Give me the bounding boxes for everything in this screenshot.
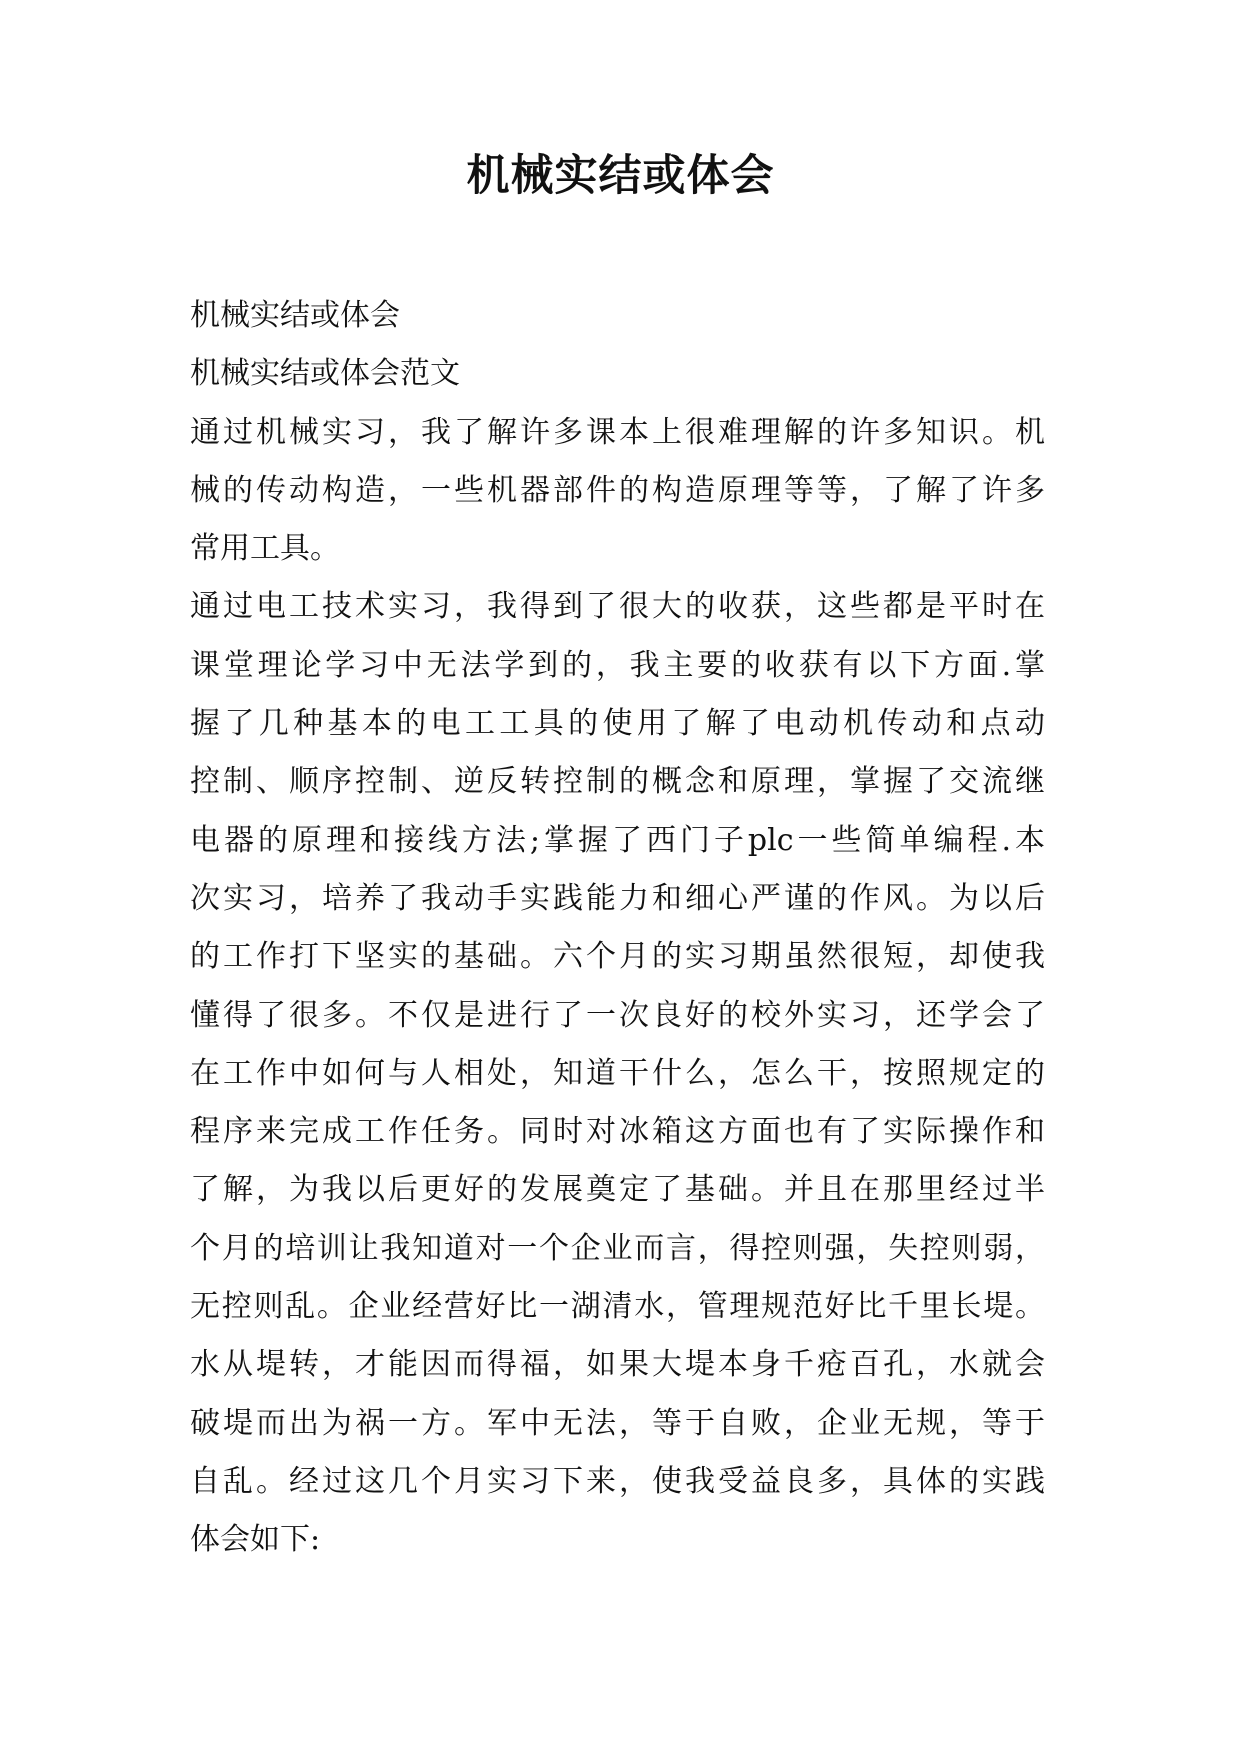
- subheading-line: 机械实结或体会范文: [190, 356, 460, 392]
- body-line: 破堤而出为祸一方。军中无法，等于自败，企业无规，等于: [190, 1405, 1045, 1441]
- document-title: 机械实结或体会: [466, 151, 775, 201]
- subheading-line: 机械实结或体会: [190, 298, 400, 333]
- body-line: 自乱。经过这几个月实习下来，使我受益良多，具体的实践: [190, 1463, 1045, 1499]
- body-line: 个月的培训让我知道对一个企业而言，得控则强，失控则弱，: [190, 1230, 1045, 1266]
- body-line: 的工作打下坚实的基础。六个月的实习期虽然很短，却使我: [190, 939, 1045, 975]
- body-line: 通过电工技术实习，我得到了很大的收获，这些都是平时在: [190, 589, 1045, 625]
- body-line: 电器的原理和接线方法;掌握了西门子plc一些简单编程.本: [190, 822, 1045, 858]
- body-line: 次实习，培养了我动手实践能力和细心严谨的作风。为以后: [190, 880, 1045, 916]
- body-line: 水从堤转，才能因而得福，如果大堤本身千疮百孔，水就会: [190, 1347, 1045, 1383]
- body-line: 在工作中如何与人相处，知道干什么，怎么干，按照规定的: [190, 1055, 1045, 1091]
- body-line: 了解，为我以后更好的发展奠定了基础。并且在那里经过半: [190, 1172, 1045, 1208]
- body-line: 械的传动构造，一些机器部件的构造原理等等，了解了许多: [190, 472, 1045, 508]
- body-line: 程序来完成工作任务。同时对冰箱这方面也有了实际操作和: [190, 1114, 1045, 1150]
- document-body: [190, 287, 1045, 1570]
- body-line: 通过机械实习，我了解许多课本上很难理解的许多知识。机: [190, 414, 1045, 450]
- body-line: 握了几种基本的电工工具的使用了解了电动机传动和点动: [190, 706, 1045, 742]
- body-line: 课堂理论学习中无法学到的，我主要的收获有以下方面.掌: [190, 647, 1045, 683]
- body-line: 控制、顺序控制、逆反转控制的概念和原理，掌握了交流继: [190, 764, 1045, 800]
- body-line: 常用工具。: [190, 531, 340, 567]
- body-line: 无控则乱。企业经营好比一湖清水，管理规范好比千里长堤。: [190, 1289, 1045, 1325]
- body-line: 懂得了很多。不仅是进行了一次良好的校外实习，还学会了: [190, 997, 1045, 1033]
- body-line: 体会如下:: [190, 1522, 321, 1558]
